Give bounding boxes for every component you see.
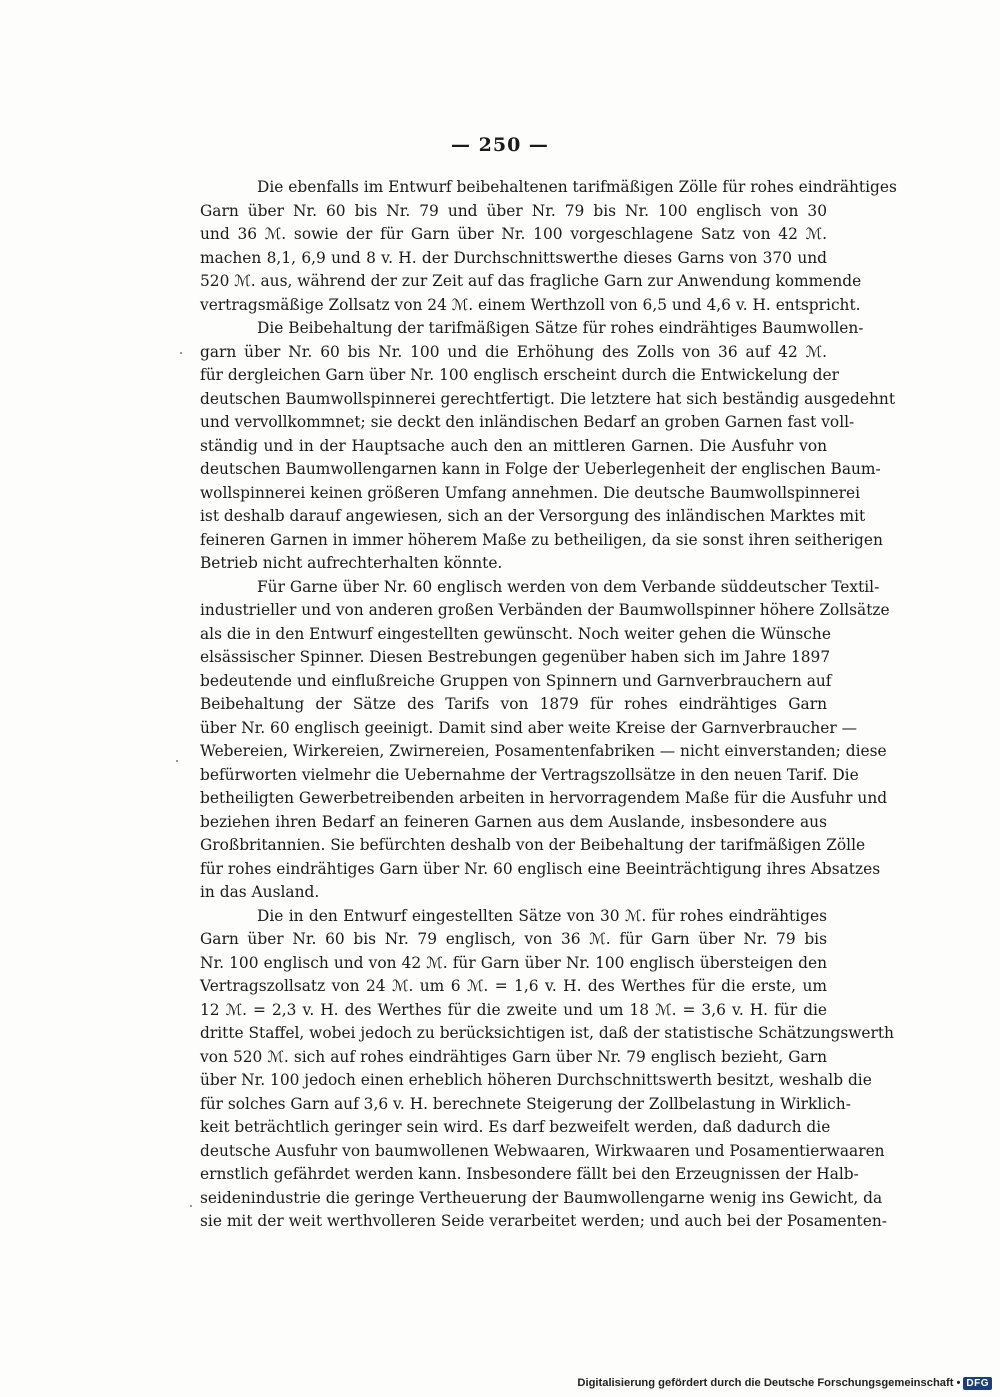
text-line: garn über Nr. 60 bis Nr. 100 und die Erhöhung des Zolls von 36 auf 42 ℳ. [200, 342, 827, 361]
text-line: von 520 ℳ. sich auf rohes eindrähtiges Garn über Nr. 79 englisch bezieht, Garn [200, 1047, 827, 1066]
text-line: und vervollkommnet; sie deckt den inländischen Bedarf an groben Garnen fast voll- [200, 413, 855, 431]
text-line: ständig und in der Hauptsache auch den an mittleren Garnen. Die Ausfuhr von [200, 436, 827, 455]
credit-text: Digitalisierung gefördert durch die Deutsche Forschungsgemeinschaft [577, 1377, 954, 1389]
text-line: Garn über Nr. 60 bis Nr. 79 englisch, von 36 ℳ. für Garn über Nr. 79 bis [200, 930, 827, 948]
paragraph-1 [200, 176, 897, 317]
text-line: beziehen ihren Bedarf an feineren Garnen aus dem Auslande, insbesondere aus [200, 812, 827, 831]
page-number: — 250 — [451, 134, 549, 156]
text-line: machen 8,1, 6,9 und 8 v. H. der Durchschnittswerthe dieses Garns von 370 und [200, 248, 827, 267]
separator-dot: • [956, 1377, 961, 1389]
text-line: industrieller und von anderen großen Verbänden der Baumwollspinner höhere Zollsätze [200, 601, 890, 619]
body-text [200, 176, 897, 1234]
text-line: 520 ℳ. aus, während der zur Zeit auf das fragliche Garn zur Anwendung kommende [200, 272, 862, 290]
text-line: in das Ausland. [200, 883, 320, 901]
text-line: Die Beibehaltung der tarifmäßigen Sätze für rohes eindrähtiges Baumwollen- [257, 319, 864, 337]
text-line: ernstlich gefährdet werden kann. Insbesondere fällt bei den Erzeugnissen der Halb- [200, 1165, 859, 1183]
paragraph-3 [200, 576, 890, 905]
text-line: betheiligten Gewerbetreibenden arbeiten in hervorragendem Maße für die Ausfuhr und [200, 789, 888, 807]
scan-speck [176, 760, 178, 762]
text-line: über Nr. 100 jedoch einen erheblich höheren Durchschnittswerth besitzt, weshalb die [200, 1071, 872, 1089]
digitization-credit [577, 1375, 992, 1391]
text-line: vertragsmäßige Zollsatz von 24 ℳ. einem Werthzoll von 6,5 und 4,6 v. H. entspricht. [200, 295, 861, 314]
text-line: als die in den Entwurf eingestellten gewünscht. Noch weiter gehen die Wünsche [200, 624, 831, 643]
text-line: für solches Garn auf 3,6 v. H. berechnete Steigerung der Zollbelastung in Wirklich- [200, 1094, 851, 1113]
text-line: Nr. 100 englisch und von 42 ℳ. für Garn über Nr. 100 englisch übersteigen den [200, 953, 827, 972]
text-line: dritte Staffel, wobei jedoch zu berücksichtigen ist, daß der statistische Schätzungswerth [200, 1024, 894, 1042]
text-line: und 36 ℳ. sowie der für Garn über Nr. 100 vorgeschlagene Satz von 42 ℳ. [200, 225, 827, 243]
scan-speck [180, 352, 182, 354]
text-line: wollspinnerei keinen größeren Umfang annehmen. Die deutsche Baumwollspinnerei [200, 483, 861, 502]
text-line: deutschen Baumwollengarnen kann in Folge der Ueberlegenheit der englischen Baum- [200, 460, 881, 478]
text-line: für dergleichen Garn über Nr. 100 englisch erscheint durch die Entwickelung der [200, 366, 839, 384]
text-line: Die ebenfalls im Entwurf beibehaltenen tarifmäßigen Zölle für rohes eindrähtiges [257, 178, 897, 196]
text-line: sie mit der weit werthvolleren Seide verarbeitet werden; und auch bei der Posamenten- [200, 1212, 887, 1230]
text-line: für rohes eindrähtiges Garn über Nr. 60 englisch eine Beeinträchtigung ihres Absatzes [200, 859, 881, 878]
text-line: Garn über Nr. 60 bis Nr. 79 und über Nr. 79 bis Nr. 100 englisch von 30 [200, 201, 827, 220]
text-line: Vertragszollsatz von 24 ℳ. um 6 ℳ. = 1,6 v. H. des Werthes für die erste, um [200, 977, 827, 995]
paragraph-4 [200, 905, 894, 1234]
dfg-logo-icon: DFG [963, 1377, 992, 1390]
text-line: 12 ℳ. = 2,3 v. H. des Werthes für die zweite und um 18 ℳ. = 3,6 v. H. für die [200, 1000, 827, 1019]
text-line: über Nr. 60 englisch geeinigt. Damit sind aber weite Kreise der Garnverbraucher — [200, 718, 858, 737]
scan-speck [190, 1205, 192, 1207]
text-line: bedeutende und einflußreiche Gruppen von Spinnern und Garnverbrauchern auf [200, 671, 832, 690]
text-line: Beibehaltung der Sätze des Tarifs von 1879 für rohes eindrähtiges Garn [200, 695, 827, 713]
text-line: elsässischer Spinner. Diesen Bestrebungen gegenüber haben sich im Jahre 1897 [200, 648, 831, 666]
text-line: Die in den Entwurf eingestellten Sätze von 30 ℳ. für rohes eindrähtiges [257, 906, 827, 925]
text-line: Webereien, Wirkereien, Zwirnereien, Posamentenfabriken — nicht einverstanden; diese [200, 742, 887, 760]
text-line: Betrieb nicht aufrechterhalten könnte. [200, 554, 503, 572]
text-line: Großbritannien. Sie befürchten deshalb von der Beibehaltung der tarifmäßigen Zölle [200, 836, 866, 854]
text-line: seidenindustrie die geringe Vertheuerung der Baumwollengarne wenig ins Gewicht, da [200, 1188, 883, 1207]
text-line: befürworten vielmehr die Uebernahme der Vertragszollsätze in den neuen Tarif. Die [200, 765, 859, 784]
text-line: deutsche Ausfuhr von baumwollenen Webwaaren, Wirkwaaren und Posamentierwaaren [200, 1141, 885, 1160]
text-line: Für Garne über Nr. 60 englisch werden von dem Verbande süddeutscher Textil- [257, 577, 880, 596]
text-line: feineren Garnen in immer höherem Maße zu betheiligen, da sie sonst ihren seitherigen [200, 530, 883, 549]
paragraph-2 [200, 317, 896, 576]
text-line: keit beträchtlich geringer sein wird. Es darf bezweifelt werden, daß dadurch die [200, 1118, 831, 1136]
text-line: deutschen Baumwollspinnerei gerechtfertigt. Die letztere hat sich beständig ausgedehnt [200, 389, 896, 408]
text-line: ist deshalb darauf angewiesen, sich an der Versorgung des inländischen Marktes mit [200, 507, 866, 525]
